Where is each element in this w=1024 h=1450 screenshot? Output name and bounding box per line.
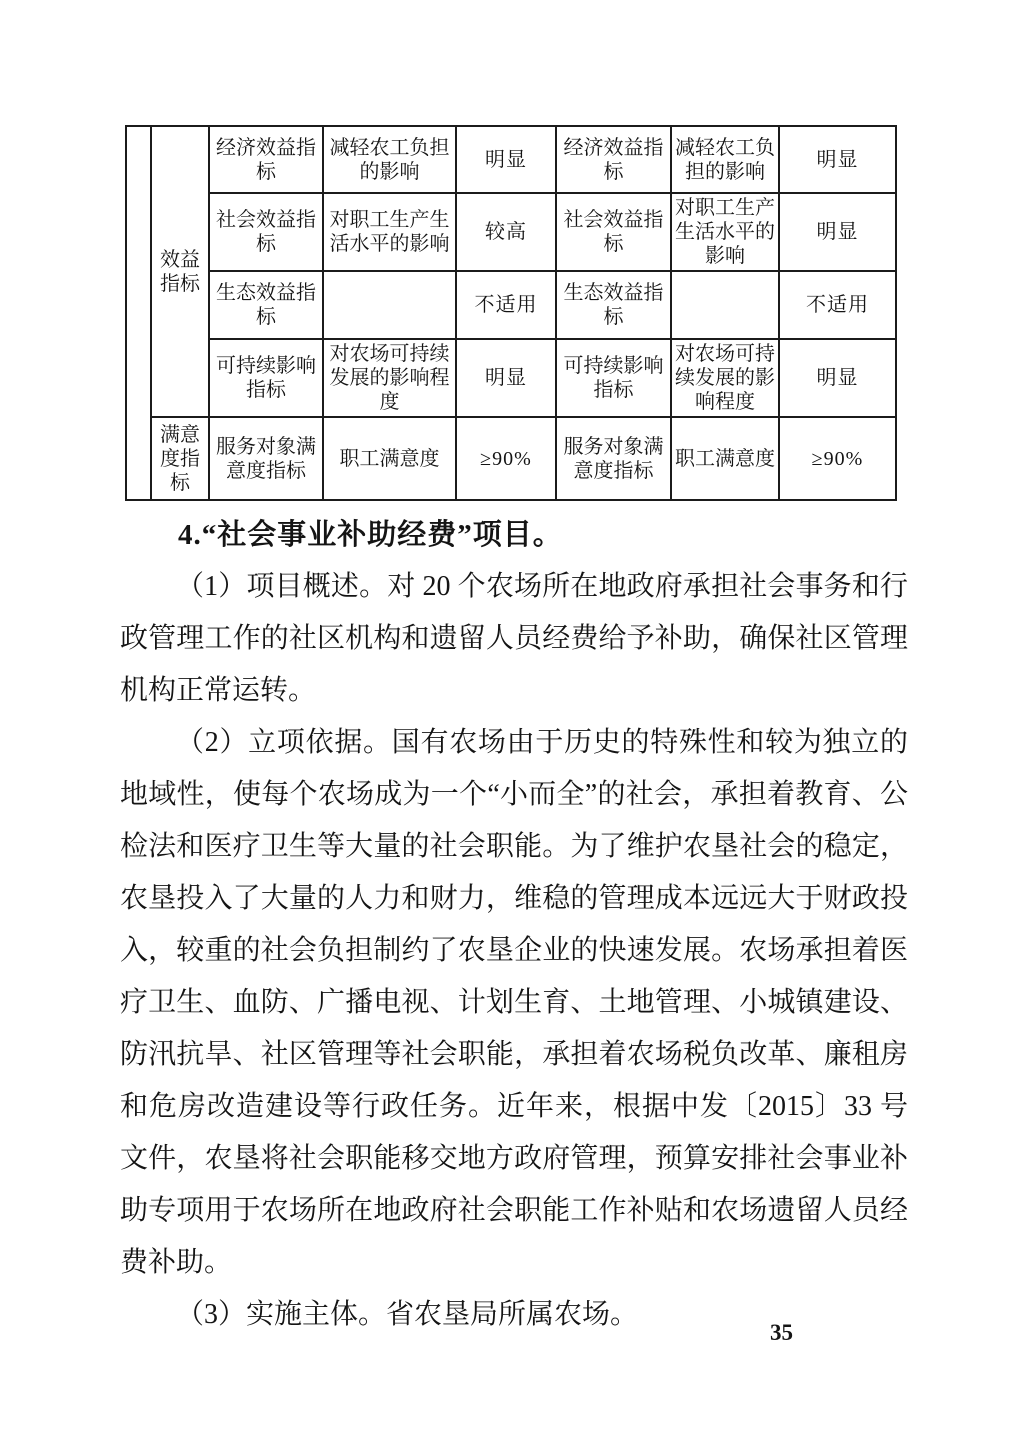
page-number: 35: [770, 1320, 793, 1345]
cell-rating-left: 明显: [456, 339, 556, 417]
cell-description-left: 对职工生产生活水平的影响: [323, 193, 456, 271]
cell-description-right: 职工满意度: [671, 417, 779, 500]
cell-indicator-left: 可持续影响指标: [209, 339, 323, 417]
group-label-benefit: 效益指标: [151, 126, 209, 417]
paragraph-implementing-body: （3）实施主体。省农垦局所属农场。: [176, 1299, 639, 1330]
cell-indicator-right: 生态效益指标: [556, 271, 671, 339]
table-row: [126, 193, 896, 271]
cell-description-left: 职工满意度: [323, 417, 456, 500]
table-row: [126, 126, 896, 193]
cell-description-empty: [671, 271, 779, 339]
cell-rating-left: 不适用: [456, 271, 556, 339]
cell-rating-right: 明显: [779, 193, 896, 271]
cell-description-left: 对农场可持续发展的影响程度: [323, 339, 456, 417]
cell-indicator-right: 服务对象满意度指标: [556, 417, 671, 500]
paragraph-project-basis: （2）立项依据。国有农场由于历史的特殊性和较为独立的地域性，使每个农场成为一个“小而全”的社会，承担着教育、公检法和医疗卫生等大量的社会职能。为了维护农垦社会的稳定，农垦投入了大量的人力和财力，维稳的管理成本远远大于财政投入，较重的社会负担制约了农垦企业的快速发展。农场承担着医疗卫生、血防、广播电视、计划生育、土地管理、小城镇建设、防汛抗旱、社区管理等社会职能，承担着农场税负改革、廉租房和危房改造建设等行政任务。近年来，根据中发〔2015〕33 号文件，农垦将社会职能移交地方政府管理，预算安排社会事业补助专项用于农场所在地政府社会职能工作补贴和农场遗留人员经费补助。: [120, 727, 908, 1278]
cell-description-right: 对农场可持续发展的影响程度: [671, 339, 779, 417]
cell-indicator-left: 社会效益指标: [209, 193, 323, 271]
cell-indicator-right: 社会效益指标: [556, 193, 671, 271]
cell-rating-right: ≥90%: [779, 417, 896, 500]
cell-rating-right: 明显: [779, 126, 896, 193]
paragraph-project-overview: （1）项目概述。对 20 个农场所在地政府承担社会事务和行政管理工作的社区机构和遗留人员经费给予补助，确保社区管理机构正常运转。: [120, 571, 908, 706]
group-label-satisfaction: 满意度指标: [151, 417, 209, 500]
cell-rating-left: 明显: [456, 126, 556, 193]
table-row: [126, 339, 896, 417]
table-row: [126, 417, 896, 500]
cell-rating-left: 较高: [456, 193, 556, 271]
cell-description-left: 减轻农工负担的影响: [323, 126, 456, 193]
spanner-empty-cell: [126, 126, 151, 500]
benefit-indicators-table: [125, 125, 897, 501]
table-row: [126, 271, 896, 339]
cell-description-right: 对职工生产生活水平的影响: [671, 193, 779, 271]
cell-rating-right: 明显: [779, 339, 896, 417]
cell-indicator-left: 经济效益指标: [209, 126, 323, 193]
cell-indicator-right: 可持续影响指标: [556, 339, 671, 417]
cell-rating-left: ≥90%: [456, 417, 556, 500]
cell-indicator-right: 经济效益指标: [556, 126, 671, 193]
cell-indicator-left: 服务对象满意度指标: [209, 417, 323, 500]
section-heading: 4.“社会事业补助经费”项目。: [178, 519, 563, 551]
cell-indicator-left: 生态效益指标: [209, 271, 323, 339]
cell-description-right: 减轻农工负担的影响: [671, 126, 779, 193]
cell-description-empty: [323, 271, 456, 339]
cell-rating-right: 不适用: [779, 271, 896, 339]
